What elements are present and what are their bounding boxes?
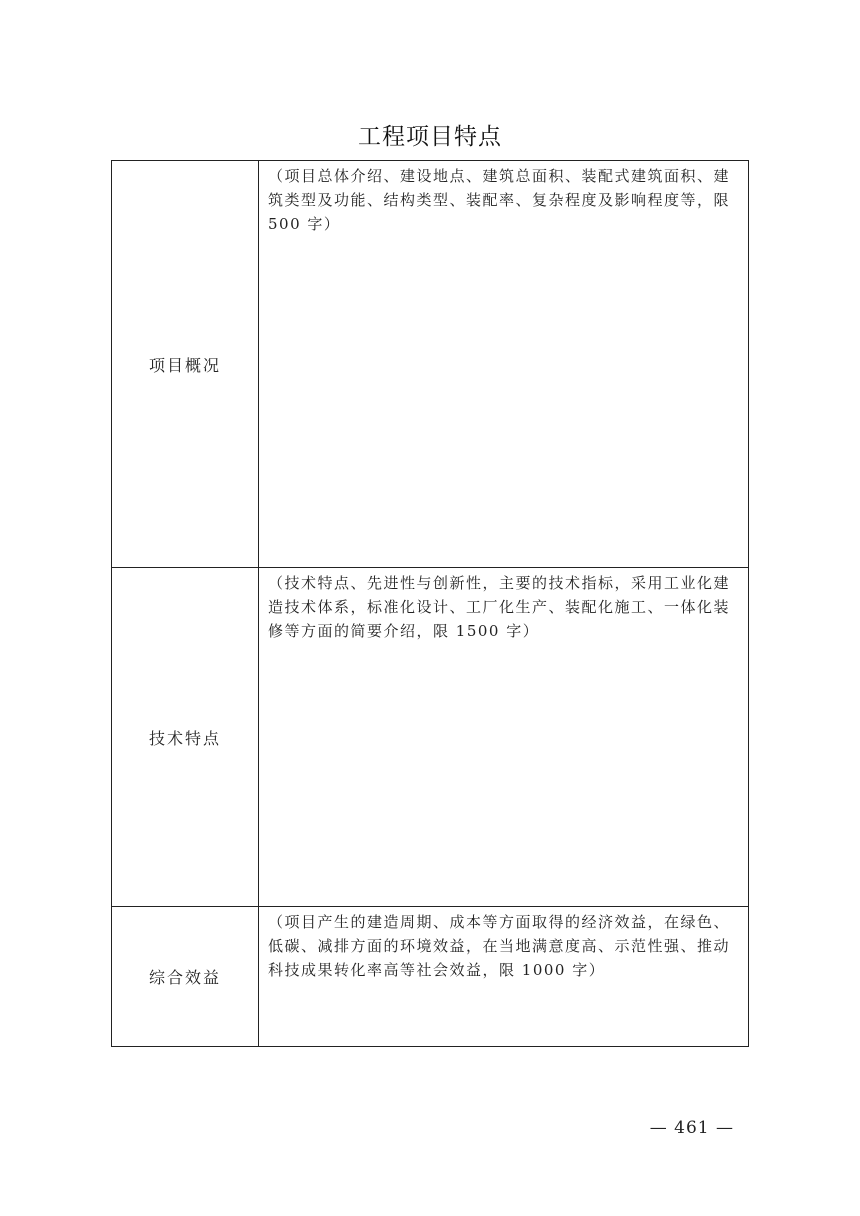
row-label-tech-features: 技术特点: [112, 568, 259, 907]
page-title: 工程项目特点: [358, 124, 502, 150]
content-field-tech-features[interactable]: （技术特点、先进性与创新性，主要的技术指标，采用工业化建造技术体系，标准化设计、工厂化生产、装配化施工、一体化装修等方面的简要介绍，限 1500 字）: [259, 568, 749, 907]
row-label-benefits: 综合效益: [112, 907, 259, 1047]
row-label-overview: 项目概况: [112, 161, 259, 568]
project-features-table: [111, 160, 749, 1047]
table-row-tech-features: [112, 568, 749, 907]
content-field-benefits[interactable]: （项目产生的建造周期、成本等方面取得的经济效益，在绿色、低碳、减排方面的环境效益，在当地满意度高、示范性强、推动科技成果转化率高等社会效益，限 1000 字）: [259, 907, 749, 1047]
table-row-benefits: [112, 907, 749, 1047]
content-field-overview[interactable]: （项目总体介绍、建设地点、建筑总面积、装配式建筑面积、建筑类型及功能、结构类型、装配率、复杂程度及影响程度等，限 500 字）: [259, 161, 749, 568]
table-row-overview: [112, 161, 749, 568]
page-number: — 461 —: [649, 1118, 734, 1138]
